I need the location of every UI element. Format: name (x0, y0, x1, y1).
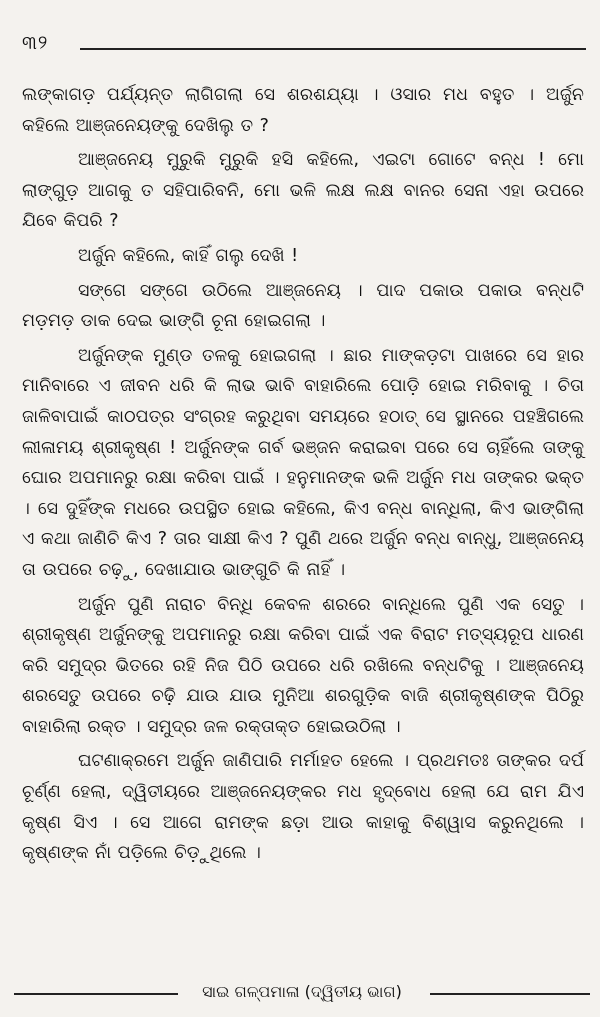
page-header (18, 30, 586, 64)
paragraph: ଘଟଣାକ୍ରମେ ଅର୍ଜୁନ ଜାଣିପାରି ମର୍ମାହତ ହେଲେ । ପ୍ରଥମତଃ ତାଙ୍କର ଦର୍ପ ଚୂର୍ଣ୍ଣ ହେଲା, ଦ୍ୱିତୀୟରେ ଆଞ୍ଜନେୟଙ୍କର ମଧ ହୃଦ୍‌ବୋଧ ହେଲା ଯେ ରାମ ଯିଏ କୃଷ୍ଣ ସିଏ । ସେ ଆଗେ ରାମଙ୍କ ଛଡ଼ା ଆଉ କାହାକୁ ବିଶ୍ୱାସ କରୁନଥିଲେ । କୃଷ୍ଣଙ୍କ ନାଁ ପଡ଼ିଲେ ଚିଡ଼ୁଥିଲେ । (22, 751, 584, 864)
paragraph: ଅର୍ଜୁନଙ୍କ ମୁଣ୍ଡ ତଳକୁ ହୋଇଗଲା । ଛାର ମାଙ୍କଡ଼ଟା ପାଖରେ ସେ ହାର ମାନିବାରେ ଏ ଜୀବନ ଧରି କି ଲାଭ ଭାବି ବାହାରିଲେ ପୋଡ଼ି ହୋଇ ମରିବାକୁ । ଚିତା ଜାଳିବାପାଇଁ କାଠପତ୍ର ସଂଗ୍ରହ କରୁଥିବା ସମୟରେ ହଠାତ୍ ସେ ସ୍ଥାନରେ ପହଞ୍ଚିଗଲେ ଲୀଳାମୟ ଶ୍ରୀକୃଷ୍ଣ ! ଅର୍ଜୁନଙ୍କ ଗର୍ବ ଭଞ୍ଜନ କରାଇବା ପରେ ସେ ଚାହିଁଲେ ତାଙ୍କୁ ଘୋର ଅପମାନରୁ ରକ୍ଷା କରିବା ପାଇଁ । ହନୁମାନଙ୍କ ଭଳି ଅର୍ଜୁନ ମଧ ତାଙ୍କର ଭକ୍ତ । ସେ ଦୁହିଁଙ୍କ ମଧରେ ଉପସ୍ଥିତ ହୋଇ କହିଲେ, କିଏ ବନ୍ଧ ବାନ୍ଧିଲା, କିଏ ଭାଙ୍ଗିଲା ଏ କଥା ଜାଣିଚି କିଏ ? ତାର ସାକ୍ଷୀ କିଏ ? ପୁଣି ଥରେ ଅର୍ଜୁନ ବନ୍ଧ ବାନ୍ଧୁ, ଆଞ୍ଜନେୟ ତା ଉପରେ ଚଢ଼ୁ, ଦେଖାଯାଉ ଭାଙ୍ଗୁଚି କି ନାହିଁ । (22, 345, 584, 580)
book-title: ସାଇ ଗଳ୍ପମାଳା (ଦ୍ୱିତୀୟ ଭାଗ) (202, 982, 402, 1001)
paragraph: ଲଙ୍କାଗଡ଼ ପର୍ଯ୍ୟନ୍ତ ଲାଗିଗଲା ସେ ଶରଶଯ୍ୟା । ଓସାର ମଧ ବହୁତ । ଅର୍ଜୁନ କହିଲେ ଆଞ୍ଜନେୟଙ୍କୁ ଦେଖିଲୁ ତ ? (22, 85, 584, 136)
footer-rule (430, 993, 590, 995)
body-text (22, 80, 584, 869)
header-rule (80, 48, 586, 50)
paragraph: ଅର୍ଜୁନ ପୁଣି ନାରାଚ ବିନ୍ଧି କେବଳ ଶରରେ ବାନ୍ଧିଲେ ପୁଣି ଏକ ସେତୁ । ଶ୍ରୀକୃଷ୍ଣ ଅର୍ଜୁନଙ୍କୁ ଅପମାନରୁ ରକ୍ଷା କରିବା ପାଇଁ ଏକ ବିରାଟ ମତ୍ସ୍ୟରୂପ ଧାରଣ କରି ସମୁଦ୍ର ଭିତରେ ରହି ନିଜ ପିଠି ଉପରେ ଧରି ରଖିଲେ ବନ୍ଧଟିକୁ । ଆଞ୍ଜନେୟ ଶରସେତୁ ଉପରେ ଚଢ଼ି ଯାଉ ଯାଉ ମୁନିଆ ଶରଗୁଡ଼ିକ ବାଜି ଶ୍ରୀକୃଷ୍ଣଙ୍କ ପିଠିରୁ ବାହାରିଲା ରକ୍ତ । ସମୁଦ୍ର ଜଳ ରକ୍ତାକ୍ତ ହୋଇଉଠିଲା । (22, 594, 584, 737)
page-number: ୩୨ (22, 32, 49, 54)
paragraph: ସଙ୍ଗେ ସଙ୍ଗେ ଉଠିଲେ ଆଞ୍ଜନେୟ । ପାଦ ପକାଉ ପକାଉ ବନ୍ଧଟି ମଡ଼ମଡ଼ ଡାକ ଦେଇ ଭାଙ୍ଗି ଚୂନା ହୋଇଗଲା । (22, 280, 584, 332)
paragraph: ଆଞ୍ଜନେୟ ମୁରୁକି ମୁରୁକି ହସି କହିଲେ, ଏଇଟା ଗୋଟେ ବନ୍ଧ ! ମୋ ଲାଙ୍ଗୁଡ଼ ଆଗକୁ ତ ସହିପାରିବନି, ମୋ ଭଳି ଲକ୍ଷ ଲକ୍ଷ ବାନର ସେନା ଏହା ଉପରେ ଯିବେ କିପରି ? (22, 150, 584, 232)
paragraph: ଅର୍ଜୁନ କହିଲେ, କାହିଁ ଗଲୁ ଦେଖି ! (78, 245, 299, 266)
page-footer (14, 982, 590, 1006)
